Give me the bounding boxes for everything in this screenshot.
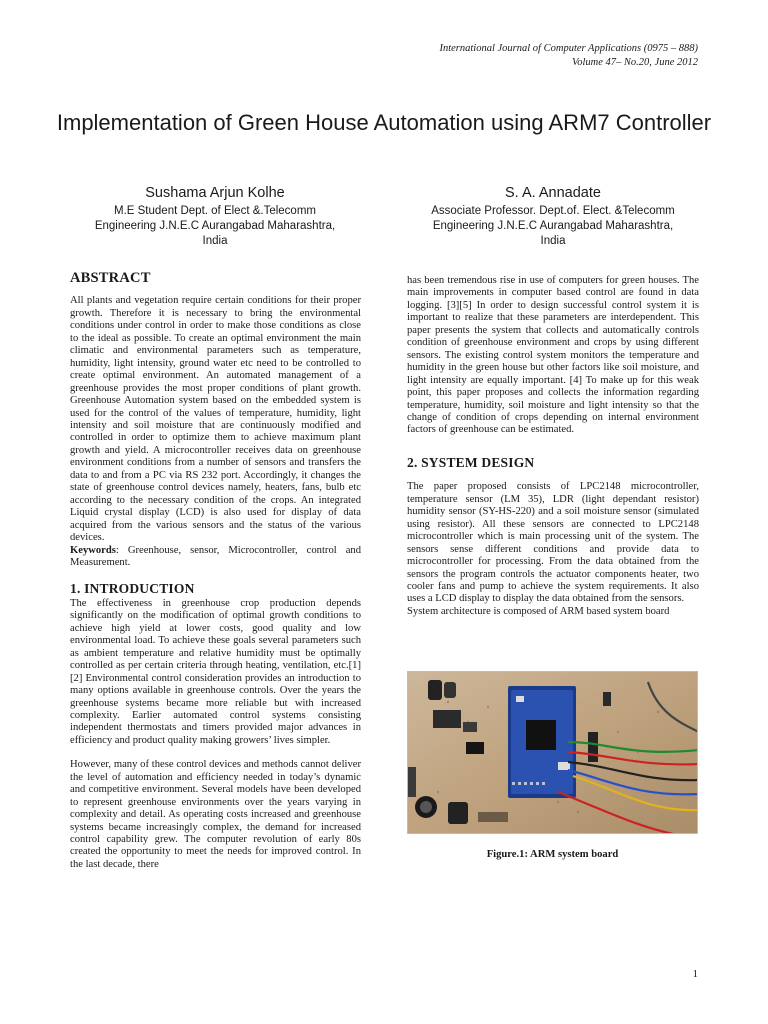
intro-paragraph-2: However, many of these control devices and methods cannot deliver the level of automation and efficiency needed in today’s dynamic and competitive environment. Several models have been developed to represent greenhouse environments over the years varying in complexity and detail. As operating costs increased and greenhouse systems became increasingly complex, the demand for increased control capability grew. The computer revolution of early 80s created the opportunity to meet the needs for improved control. In the last decade, there [70,759,361,870]
arm-board-photo [407,671,698,834]
author-affiliation: Engineering J.N.E.C Aurangabad Maharashtra, [432,220,674,232]
keywords-text: : Greenhouse, sensor, Microcontroller, control and Measurement. [70,544,361,568]
author-name: S. A. Annadate [505,185,601,201]
right-column [407,275,699,618]
introduction-heading: 1. INTRODUCTION [70,581,195,597]
journal-name: International Journal of Computer Applications (0975 – 888) [439,43,698,54]
system-design-heading: 2. SYSTEM DESIGN [407,454,535,470]
journal-header [439,42,698,70]
system-design-paragraph-1: The paper proposed consists of LPC2148 microcontroller, temperature sensor (LM 35), LDR (light dependant resistor) humidity sensor (SY-HS-220) and a soil moisture sensor (simulated using resistor). All these sensors are connected to LPC2148 microcontroller which is main processing unit of the system. The sensors sense different conditions and provide data to microcontroller for processing. From the data obtained from the sensors the program controls the actuator components heater, two cooler fans and pump to achieve the system requirements. It also uses a LCD display to display the data obtained from the sensors. [407,481,699,605]
paper-title: Implementation of Green House Automation using ARM7 Controller [56,110,712,135]
keywords-label: Keywords [70,544,116,556]
abstract-heading: ABSTRACT [70,270,151,286]
left-column [70,272,361,871]
author-block-2 [404,184,702,249]
page-number: 1 [692,968,698,980]
abstract-body: All plants and vegetation require certain conditions for their proper growth. Therefore it is necessary to bring the environmental conditions under control in order to make those conditions as close to the ideal as possible. To create an optimal environment the main climatic and environmental parameters such as temperature, humidity, light intensity, ground water etc need to be controlled to create optimal environment. An automated management of a greenhouse provides the most proper conditions of plant growth. Greenhouse Automation system based on the embedded system is used for the control of the values of temperature, humidity, light intensity and soil moisture that are continuously modified and controlled in order to optimize them to achieve maximum plant growth and yield. A microcontroller receives data on greenhouse environment conditions from a number of sensors and transfers the data to and from a PC via RS 232 port. Accordingly, it changes the state of greenhouse control devices namely, heaters, fans, bulb etc according to the necessary condition of the crops. An integrated Liquid crystal display (LCD) is also used for display of data acquired from the various sensors and the status of the various devices. [70,295,361,544]
arm-board-illustration [408,672,698,834]
system-design-paragraph-2: System architecture is composed of ARM based system board [407,605,670,617]
author-name: Sushama Arjun Kolhe [145,185,285,201]
author-affiliation: Associate Professor. Dept.of. Elect. &Telecomm [431,205,675,217]
journal-volume: Volume 47– No.20, June 2012 [572,57,698,68]
author-block-1 [70,184,360,249]
author-affiliation: M.E Student Dept. of Elect &.Telecomm [114,205,316,217]
author-affiliation: India [540,235,566,247]
keywords-line [70,545,361,570]
figure-caption: Figure.1: ARM system board [486,849,619,860]
author-affiliation: Engineering J.N.E.C Aurangabad Maharashtra, [94,220,336,232]
intro-paragraph-1: The effectiveness in greenhouse crop production depends significantly on the modification of optimal growth conditions to achieve high yield at lower costs, good quality and low environmental load. To achieve these goals several parameters such as ambient temperature and relative humidity must be optimally controlled as per certain criteria through heating, ventilation, etc.[1][2] Environmental control consideration provides an introduction to many options available in greenhouse controls. Over the years the greenhouse systems became more reliable but with increased complexity. Earlier automated control systems consisting independent thermostats and timers provided major advances in efficiency and product quality making growers’ lives simpler. [70,597,361,746]
intro-paragraph-3: has been tremendous rise in use of computers for green houses. The main improvements in computer based control are found in data logging. [3][5] In order to design successful control system it is important to realize that these parameters are interdependent. This paper presents the system that collects and automatically controls condition of greenhouse environment and crops by using different sensors. The existing control system monitors the temperature and humidity in the green house but other factors like soil moisture, and light intensity are equally important. [4] To make up for this weak point, this paper proposes and collects the information regarding temperature, humidity, soil moisture and light intensity so that the change of condition of crops depending on internal environment factors of greenhouse can be estimated. [407,275,699,436]
author-affiliation: India [202,235,228,247]
